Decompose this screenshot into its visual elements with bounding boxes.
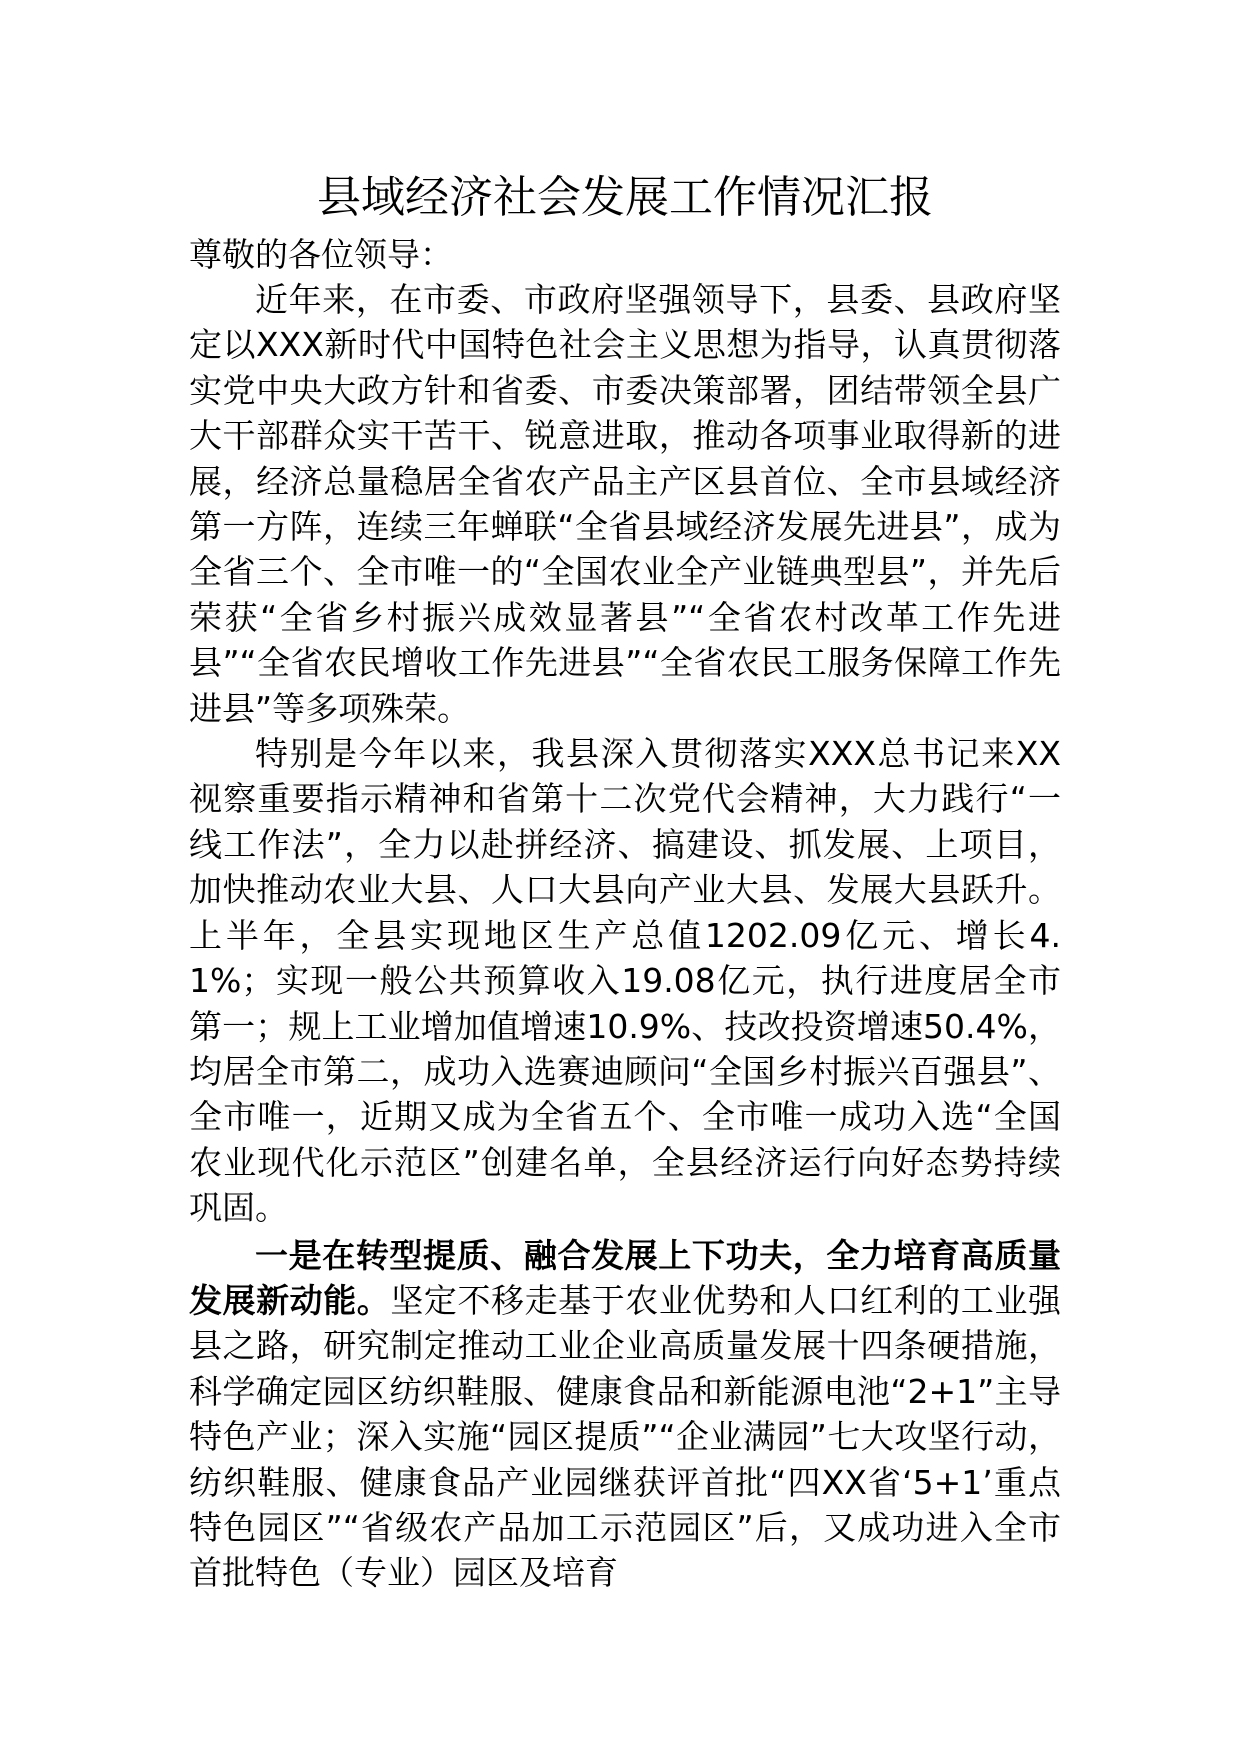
- document-page: [189, 168, 1061, 1596]
- paragraph-3-lead: 一是在转型提质、融合发展上下功夫，全力培育高质量发展新动能。: [189, 1235, 1061, 1320]
- salutation: 尊敬的各位领导：: [189, 235, 453, 274]
- paragraph-3: [189, 1233, 1061, 1596]
- paragraph-2: [189, 731, 1061, 1230]
- paragraph-1-text: 近年来，在市委、市政府坚强领导下，县委、县政府坚定以XXX新时代中国特色社会主义思想为指导，认真贯彻落实党中央大政方针和省委、市委决策部署，团结带领全县广大干部群众实干苦干、锐意进取，推动各项事业取得新的进展，经济总量稳居全省农产品主产区县首位、全市县域经济第一方阵，连续三年蝉联“全省县域经济发展先进县”，成为全省三个、全市唯一的“全国农业全产业链典型县”，并先后荣获“全省乡村振兴成效显著县”“全省农村改革工作先进县”“全省农民增收工作先进县”“全省农民工服务保障工作先进县”等多项殊荣。: [189, 280, 1061, 728]
- document-title: 县域经济社会发展工作情况汇报: [317, 172, 933, 223]
- paragraph-3-text: 坚定不移走基于农业优势和人口红利的工业强县之路，研究制定推动工业企业高质量发展十四条硬措施，科学确定园区纺织鞋服、健康食品和新能源电池“2+1”主导特色产业；深入实施“园区提质”“企业满园”七大攻坚行动，纺织鞋服、健康食品产业园继获评首批“四XX省‘5+1’重点特色园区”“省级农产品加工示范园区”后，又成功进入全市首批特色（专业）园区及培育: [189, 1280, 1062, 1593]
- paragraph-2-text: 特别是今年以来，我县深入贯彻落实XXX总书记来XX视察重要指示精神和省第十二次党代会精神，大力践行“一线工作法”，全力以赴拼经济、搞建设、抓发展、上项目，加快推动农业大县、人口大县向产业大县、发展大县跃升。上半年，全县实现地区生产总值1202.09亿元、增长4.1%；实现一般公共预算收入19.08亿元，执行进度居全市第一；规上工业增加值增速10.9%、技改投资增速50.4%，均居全市第二，成功入选赛迪顾问“全国乡村振兴百强县”、全市唯一，近期又成为全省五个、全市唯一成功入选“全国农业现代化示范区”创建名单，全县经济运行向好态势持续巩固。: [189, 734, 1061, 1228]
- paragraph-1: [189, 277, 1061, 731]
